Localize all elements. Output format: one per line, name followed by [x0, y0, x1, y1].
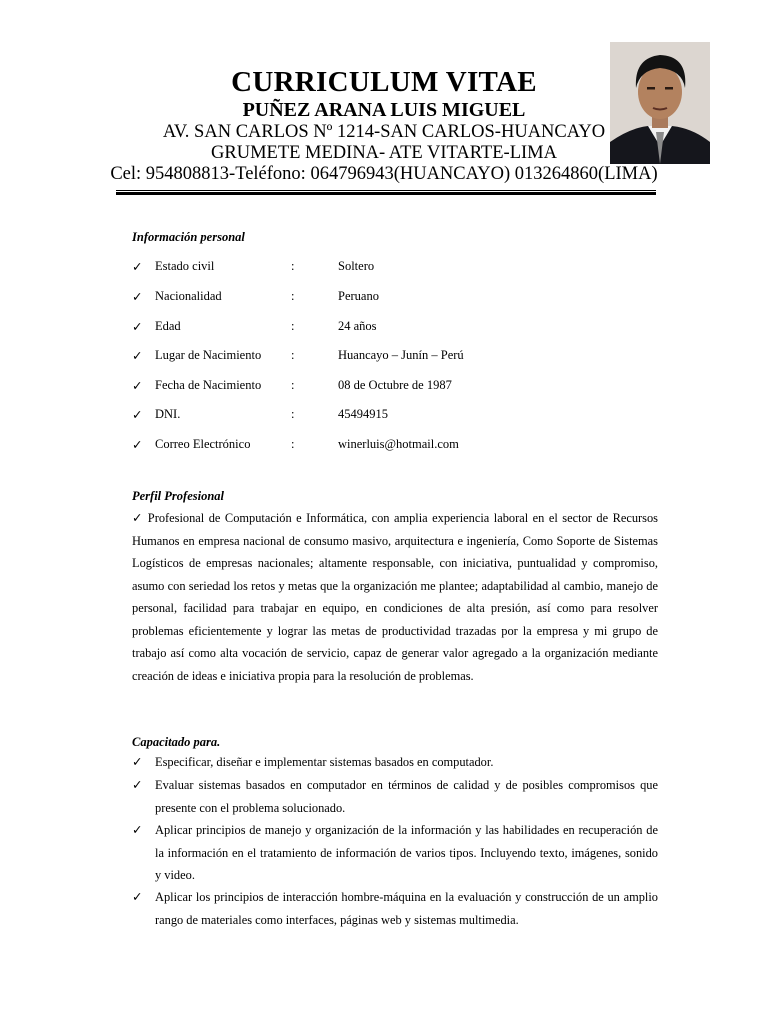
skill-text: Evaluar sistemas basados en computador en términos de calidad y de posibles compromisos que presente con el problema solucionado. — [155, 778, 658, 815]
check-icon: ✓ — [132, 755, 143, 769]
field-value: Soltero — [338, 259, 375, 273]
profile-photo-image — [610, 42, 710, 164]
field-value: 45494915 — [338, 407, 388, 421]
field-separator: : — [291, 259, 295, 273]
field-separator: : — [291, 407, 295, 421]
profile-text: Profesional de Computación e Informática, con amplia experiencia laboral en el sector de Recursos Humanos en empresa nacional de consumo masivo, arquitectura e ingeniería, Como Soporte de Sistemas Logísticos de empresas nacionales; altamente responsable, con iniciativa, puntualidad y compromiso, asumo con seriedad los retos y metas que la organización me plantee; adaptabilidad al cambio, manejo de personal, facilidad para trabajar en equipo, en condiciones de alta presión, así como para resolver problemas eficientemente y lograr las metas de productividad trazadas por la empresa y mi grupo de trabajo así como alta vocación de servicio, capaz de generar valor agregado a la organización mediante creación de ideas e iniciativa propia para la resolución de problemas. — [132, 511, 659, 683]
phone-line: Cel: 954808813-Teléfono: 064796943(HUANCAYO) 013264860(LIMA) — [110, 164, 658, 184]
field-label: Lugar de Nacimiento — [155, 348, 262, 362]
field-separator: : — [291, 348, 295, 362]
skill-text: Especificar, diseñar e implementar sistemas basados en computador. — [155, 755, 494, 769]
field-separator: : — [291, 378, 295, 392]
check-icon: ✓ — [132, 778, 143, 792]
check-icon: ✓ — [132, 320, 143, 334]
check-icon: ✓ — [132, 511, 144, 525]
document-title: CURRICULUM VITAE — [231, 66, 537, 98]
check-icon: ✓ — [132, 349, 143, 363]
skill-text: Aplicar principios de manejo y organización de la información y las habilidades en recuperación de la información en el tratamiento de información de varios tipos. Incluyendo texto, imágenes, sonido y video. — [155, 823, 658, 882]
field-label: Fecha de Nacimiento — [155, 378, 262, 392]
section-title-profile: Perfil Profesional — [132, 489, 225, 503]
check-icon: ✓ — [132, 260, 143, 274]
field-separator: : — [291, 289, 295, 303]
skill-item — [132, 774, 658, 819]
check-icon: ✓ — [132, 823, 143, 837]
field-separator: : — [291, 437, 295, 451]
check-icon: ✓ — [132, 890, 143, 904]
profile-photo — [610, 42, 710, 164]
address-line-1: AV. SAN CARLOS Nº 1214-SAN CARLOS-HUANCAYO — [162, 122, 606, 142]
check-icon: ✓ — [132, 379, 143, 393]
skill-item — [132, 819, 658, 887]
field-label: Edad — [155, 319, 181, 333]
field-label: Nacionalidad — [155, 289, 222, 303]
field-value: Peruano — [338, 289, 379, 303]
address-line-2: GRUMETE MEDINA- ATE VITARTE-LIMA — [211, 143, 557, 163]
section-title-personal: Información personal — [132, 230, 245, 244]
check-icon: ✓ — [132, 408, 143, 422]
field-separator: : — [291, 319, 295, 333]
skill-item — [132, 886, 658, 931]
field-value: 24 años — [338, 319, 377, 333]
field-label: DNI. — [155, 407, 181, 421]
skill-text: Aplicar los principios de interacción hombre-máquina en la evaluación y construcción de un amplio rango de materiales como interfaces, páginas web y sistemas multimedia. — [155, 890, 658, 927]
field-value: winerluis@hotmail.com — [338, 437, 459, 451]
skill-item — [132, 751, 658, 774]
header-divider-thick — [116, 192, 656, 195]
field-label: Correo Electrónico — [155, 437, 251, 451]
field-value: 08 de Octubre de 1987 — [338, 378, 452, 392]
candidate-name: PUÑEZ ARANA LUIS MIGUEL — [242, 99, 526, 121]
field-value: Huancayo – Junín – Perú — [338, 348, 464, 362]
profile-paragraph — [132, 507, 658, 687]
field-label: Estado civil — [155, 259, 215, 273]
check-icon: ✓ — [132, 290, 143, 304]
header-divider-thin — [116, 190, 656, 191]
check-icon: ✓ — [132, 438, 143, 452]
section-title-skills: Capacitado para. — [132, 735, 221, 749]
